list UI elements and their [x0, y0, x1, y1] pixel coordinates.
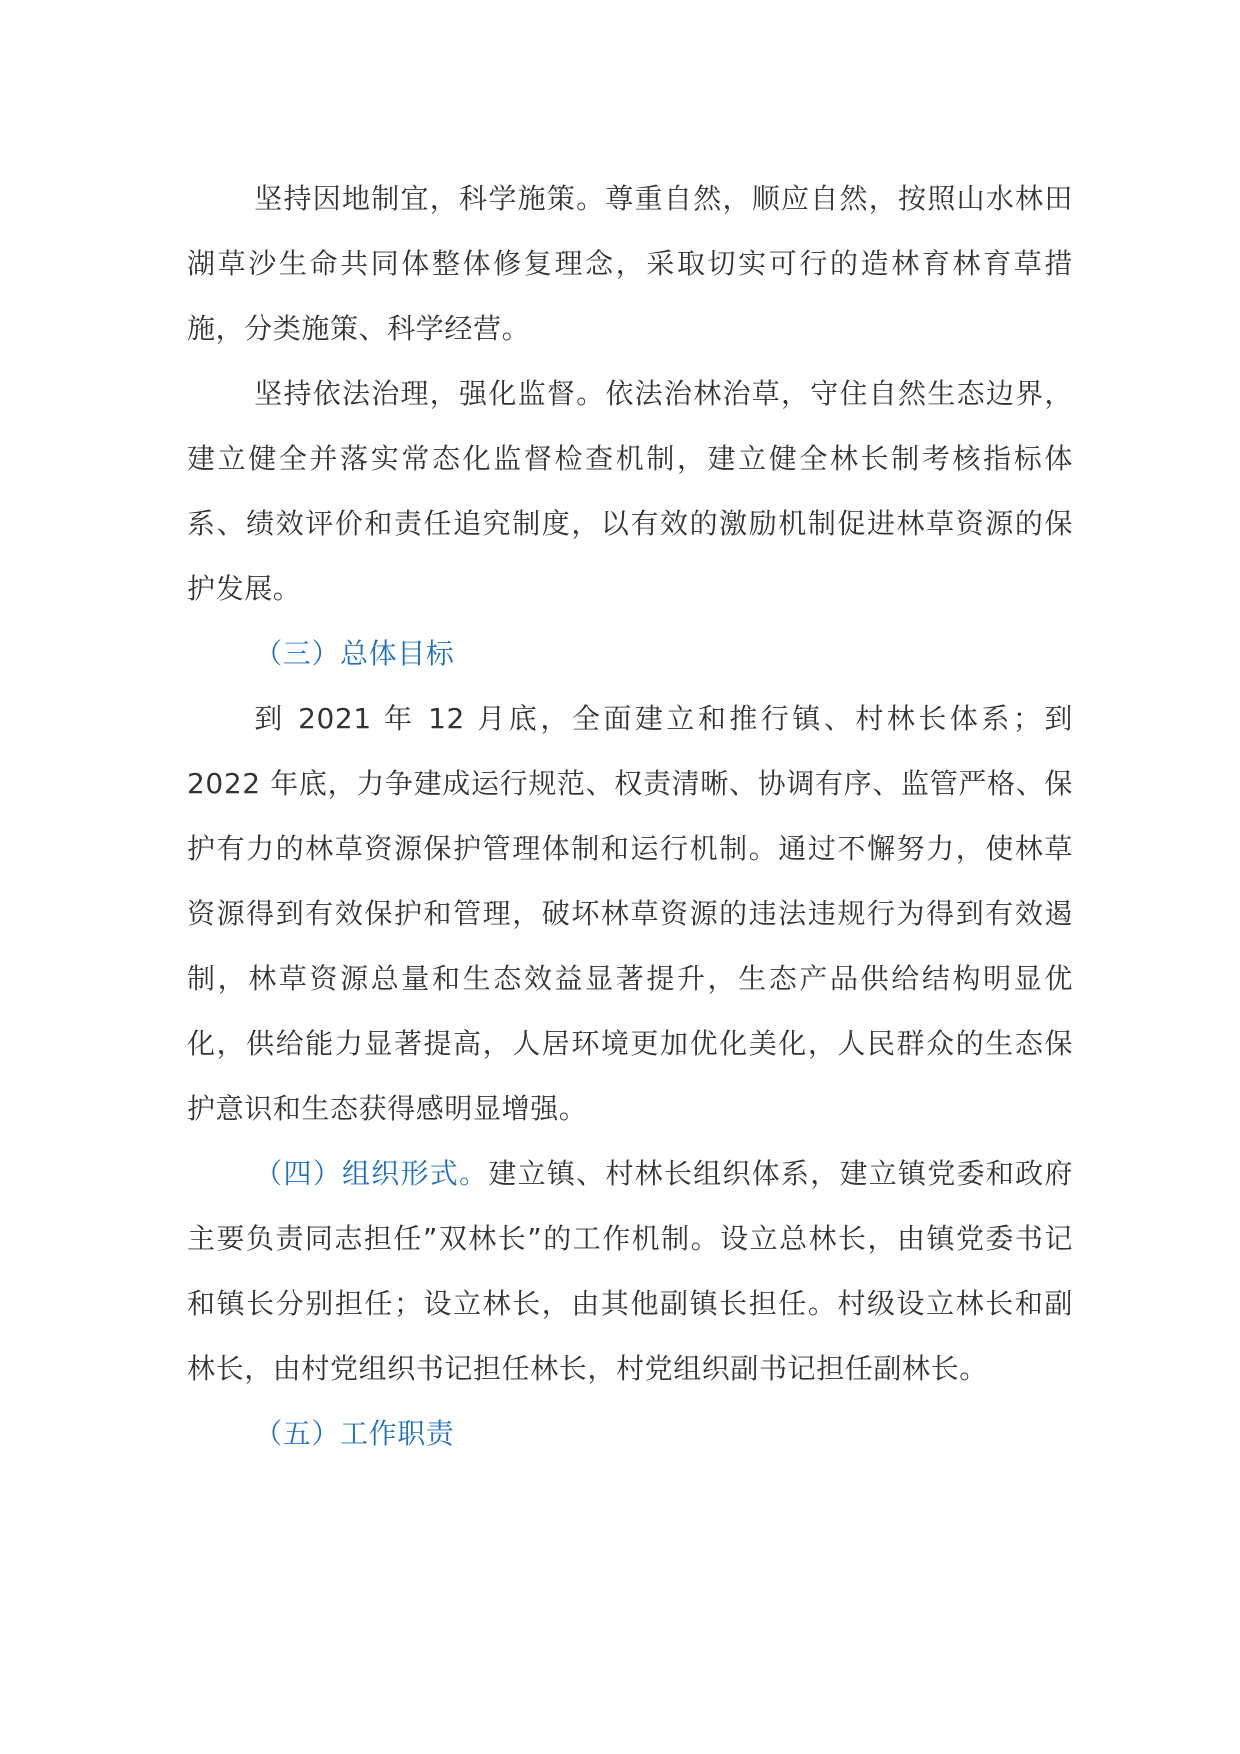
document-page: [187, 166, 1073, 1466]
paragraph-organization-form: [187, 1141, 1073, 1401]
paragraph-rule-of-law: 坚持依法治理，强化监督。依法治林治草，守住自然生态边界，建立健全并落实常态化监督检查机制，建立健全林长制考核指标体系、绩效评价和责任追究制度，以有效的激励机制促进林草资源的保护发展。: [187, 377, 1073, 605]
section-heading-overall-goals: （三）总体目标: [254, 637, 455, 670]
organization-form-body: 建立镇、村林长组织体系，建立镇党委和政府主要负责同志担任”双林长”的工作机制。设立总林长，由镇党委书记和镇长分别担任；设立林长，由其他副镇长担任。村级设立林长和副林长，由村党组织书记担任林长，村党组织副书记担任副林长。: [187, 1157, 1073, 1385]
paragraph-overall-goals: 到 2021 年 12 月底，全面建立和推行镇、村林长体系；到 2022 年底，力争建成运行规范、权责清晰、协调有序、监管严格、保护有力的林草资源保护管理体制和运行机制。通过不懈努力，使林草资源得到有效保护和管理，破坏林草资源的违法违规行为得到有效遏制，林草资源总量和生态效益显著提升，生态产品供给结构明显优化，供给能力显著提高，人居环境更加优化美化，人民群众的生态保护意识和生态获得感明显增强。: [187, 702, 1073, 1125]
section-heading-job-duties: （五）工作职责: [254, 1417, 455, 1450]
paragraph-adapt-local-conditions: 坚持因地制宜，科学施策。尊重自然，顺应自然，按照山水林田湖草沙生命共同体整体修复理念，采取切实可行的造林育林育草措施，分类施策、科学经营。: [187, 182, 1073, 345]
section-heading-organization-form: （四）组织形式。: [254, 1157, 489, 1190]
